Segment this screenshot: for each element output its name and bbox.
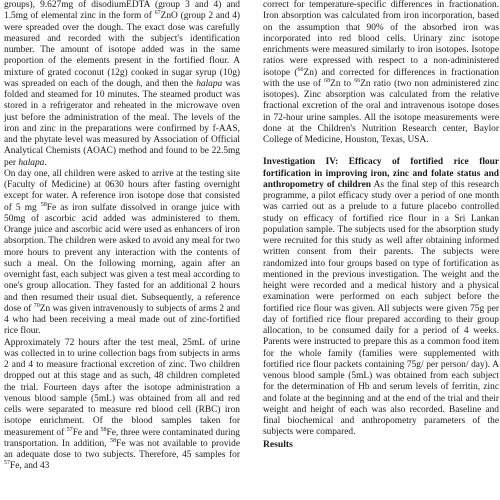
isotope-superscript: 68 <box>324 77 331 84</box>
text-run: Fe, three were contaminated during transportation. In addition, <box>4 427 240 449</box>
left-column <box>4 0 240 473</box>
text-run: was folded and steamed for 10 minutes. The steamed product was stored in a refrigerator and reheated in the microwave oven just before the administration of the meal. The levels of the iron and zinc in the preparations were confirmed by f-AAS, and the phytate level was measured by Association of Official Analytical Chemists (AOAC) method and found to be 22.5mg per <box>4 78 240 168</box>
paragraph-day-one <box>4 169 240 338</box>
right-column <box>263 0 499 450</box>
text-run: Fe and <box>72 427 101 438</box>
isotope-superscript: 67 <box>154 10 161 17</box>
italic-term: halapa <box>196 78 223 89</box>
text-run: Fe was not available to provide an adequate dose to two subjects. Therefore, 45 samples for <box>4 438 240 460</box>
investigation-heading: Investigation IV: Efficacy of fortified rice flour fortification in improving iron, zinc and folate status and anthropometry of children <box>263 157 499 190</box>
isotope-superscript: 58 <box>40 201 47 208</box>
isotope-superscript: 57 <box>4 460 10 467</box>
text-run: Zn to <box>330 78 355 89</box>
isotope-superscript: 66 <box>354 77 361 84</box>
text-run: Zn was given intravenously to subjects of arms 2 and 4 who had been receiving a meal made out of zinc-fortified rice flour. <box>4 303 240 337</box>
paragraph-dosing <box>4 0 240 169</box>
isotope-superscript: 58 <box>110 437 117 444</box>
text-run: Fe as iron sulfate dissolved in orange juice with 50mg of ascorbic acid added was administered to them. Orange juice and ascorbic acid were used as enhancers of iron absorption. The children were asked to avoid any meal for two more hours to prevent any interaction with the contents of such a meal. On the following morning, again after an overnight fast, each subject was given a test meal according to one's group allocation. They fasted for an additional 2 hours and then resumed their usual diet. Subsequently, a reference dose of <box>4 202 240 314</box>
text-run: Zn ratio (two non administered zinc isotopes). Zinc absorption was calculated from the relative fractional excretion of the oral and intravenous isotope doses in 72-hour urine samples. All the isotope measurements were done at the Children's Nutrition Research center, Baylor College of Medicine, Houston, Texas, USA. <box>263 78 499 145</box>
paragraph-sample-collection <box>4 338 240 473</box>
results-heading: Results <box>263 438 293 450</box>
text-run: Zn) and corrected for differences in fractionation with the use of <box>263 67 499 89</box>
isotope-superscript: 57 <box>66 426 73 433</box>
text-run: Approximately 72 hours after the test meal, 25mL of urine was collected in to urine collection bags from subjects in arms 2 and 4 to measure fractional excretion of zinc. Two children dropped out at this stage and as such, 48 children completed the trial. Fourteen days after the isotope administration a venous blood sample (5mL) was obtained from all and red cells were separated to measure red blood cell (RBC) iron isotope enrichment. Of the blood samples taken for measurement of <box>4 337 240 438</box>
paragraph-spacer <box>263 146 499 157</box>
isotope-superscript: 66 <box>297 66 304 73</box>
text-run: ZnO (group 2 and 4) were spreaded over the dough. The exact dose was carefully measured and recorded with the subject's identification number. The amount of isotope added was in the same proportion of the elements present in the fortified flour. A mixture of grated coconut (12g) cooked in sugar syrup (10g) was spreaded on each of the dough, and then the <box>4 11 240 89</box>
text-run: On day one, all children were asked to arrive at the testing site (Faculty of Medicine) at 0630 hours after fasting overnight except for water. A reference iron isotope dose that consisted of 5 mg <box>4 168 240 213</box>
paragraph-isotope-analysis <box>263 0 499 146</box>
text-run: Fe, and 43 <box>10 461 50 472</box>
text-run: . <box>44 157 47 168</box>
isotope-superscript: 58 <box>100 426 107 433</box>
text-run: correct for temperature-specific differences in fractionation. Iron absorption was calculated from iron incorporation, based on the assumption that 90% of the absorbed iron was incorporated into red blood cells. Urinary zinc isotope enrichments were measured similarly to iron isotopes. Isotope ratios were expressed with respect to a non-administered isotope ( <box>263 0 499 78</box>
isotope-superscript: 70 <box>33 302 40 309</box>
text-run: As the final step of this research programme, a pilot efficacy study over a period of one month was carried out as a prelude to a future placebo controlled study on efficacy of fortified rice flour in a Sri Lankan population sample. The subjects used for the absorption study were recruited for this study as well after obtaining informed written consent from their parents. The subjects were randomized into four groups based on type of fortification as mentioned in the previous investigation. The weight and the height were recorded and a medical history and a physical examination were performed on each subject before the fortified rice flour was given. All subjects were given 75g per day of fortified rice flour prepared according to their group allocation, to be consumed daily for a period of 4 weeks. Parents were instructed to prepare this as a common food item for the whole family (families were supplemented with fortified rice flour packets containing 75g/ per person/ day). A venous blood sample (5mL) was obtained from each subject for the determination of Hb and serum levels of ferritin, zinc and folate at the beginning and at the end of the trial and their weight and height of each was also recorded. Baseline and final biochemical and anthropometry parameters of the subjects were compared. <box>263 179 499 438</box>
italic-term: halapa <box>18 157 45 168</box>
text-run: groups), 9.627mg of disodiumEDTA (group 3 and 4) and 1.5mg of elemental zinc in the form of <box>4 0 240 22</box>
paragraph-investigation-iv <box>263 157 499 438</box>
